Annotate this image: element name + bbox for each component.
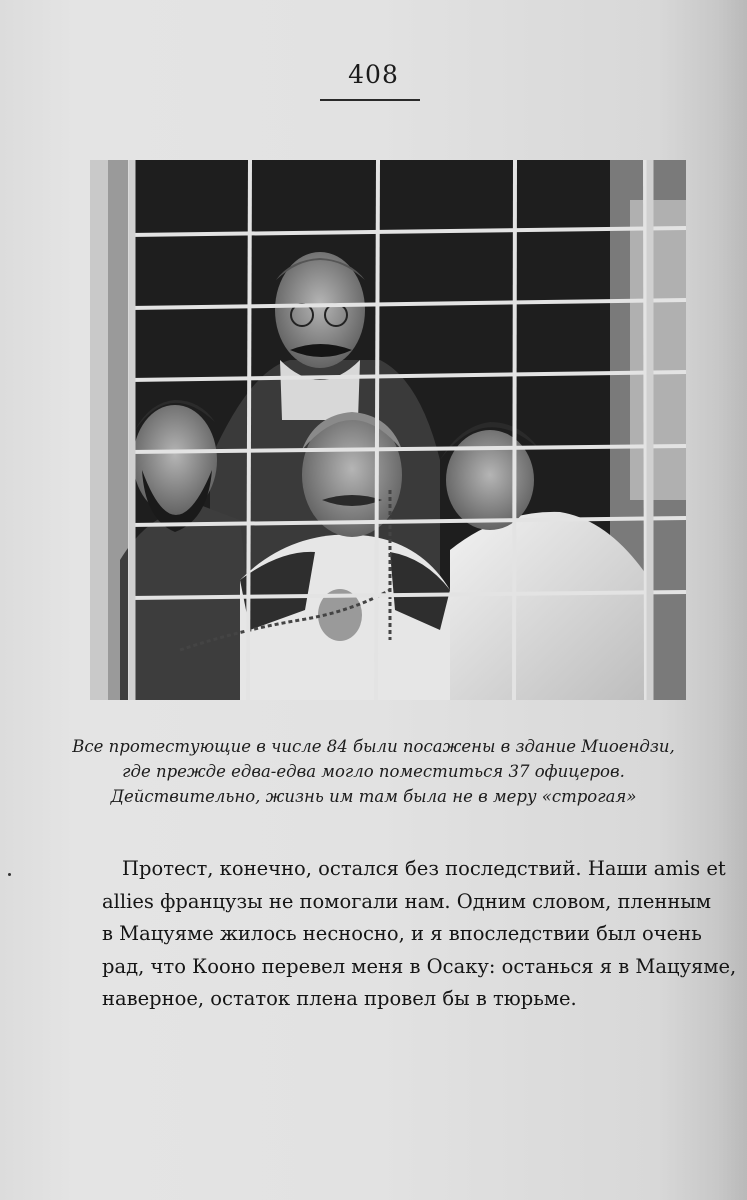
- page-number: 408: [348, 60, 399, 89]
- paragraph-line: в Мацуяме жилось несносно, и я впоследствии был очень: [102, 922, 702, 945]
- page-number-rule: [320, 99, 420, 101]
- paragraph-line: Протест, конечно, остался без последствий. Наши amis et: [122, 857, 726, 880]
- caption-line: Действительно, жизнь им там была не в меру «строгая»: [110, 787, 637, 806]
- paper-speck: [8, 873, 11, 876]
- body-paragraph: [102, 853, 737, 1016]
- photograph: [90, 160, 686, 700]
- photo-prisoners-behind-grate: [90, 160, 686, 700]
- paragraph-line: рад, что Кооно перевел меня в Осаку: останься я в Мацуяме,: [102, 954, 737, 978]
- caption-line: Все протестующие в числе 84 были посажены в здание Миоендзи,: [72, 737, 675, 756]
- paragraph-line: allies французы не помогали нам. Одним словом, пленным: [102, 889, 712, 913]
- figure-caption: [60, 734, 687, 809]
- paragraph-line: наверное, остаток плена провел бы в тюрьме.: [102, 987, 577, 1010]
- caption-line: где прежде едва-едва могло поместиться 37 офицеров.: [122, 762, 625, 781]
